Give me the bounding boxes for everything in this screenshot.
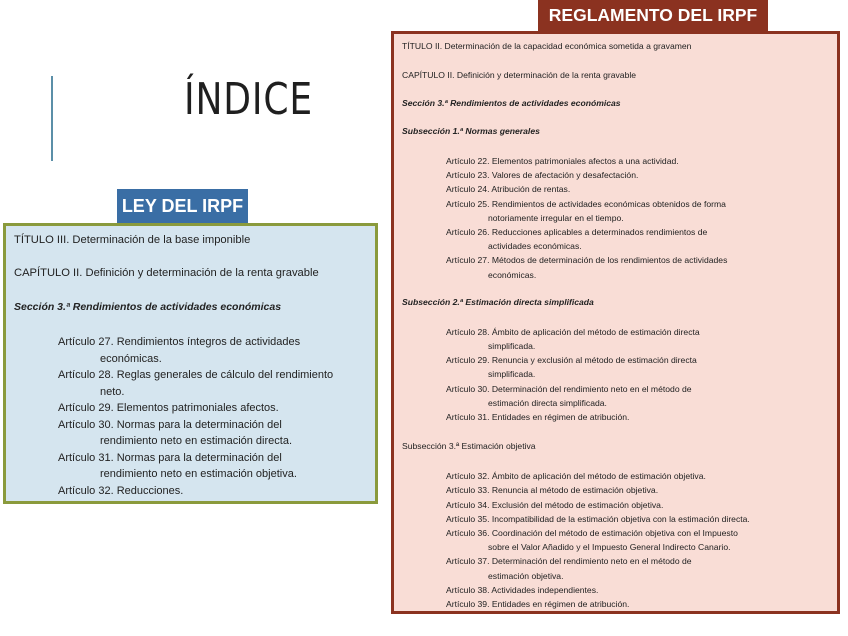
ley-titulo: TÍTULO III. Determinación de la base imponible <box>14 234 251 246</box>
article-title-continuation: notoriamente irregular en el tiempo. <box>488 212 624 223</box>
article-title: Artículo 32. Reducciones. <box>58 484 184 497</box>
reglamento-irpf-label: REGLAMENTO DEL IRPF <box>538 0 768 31</box>
article-title: Artículo 31. Entidades en régimen de atribución. <box>446 412 630 423</box>
article-item <box>446 182 837 196</box>
article-title: Artículo 24. Atribución de rentas. <box>446 184 571 195</box>
article-item <box>446 512 837 526</box>
article-item <box>446 469 837 483</box>
article-title: Artículo 35. Incompatibilidad de la estimación objetiva con la estimación directa. <box>446 513 750 524</box>
page-title: ÍNDICE <box>184 74 313 125</box>
article-title: Artículo 26. Reducciones aplicables a determinados rendimientos de <box>446 227 708 238</box>
article-title-continuation: simplificada. <box>488 369 536 380</box>
article-title: Artículo 25. Rendimientos de actividades económicas obtenidos de forma <box>446 198 726 209</box>
article-item <box>446 382 837 410</box>
ley-article-list <box>14 334 375 499</box>
article-item <box>446 526 837 554</box>
article-title-continuation: actividades económicas. <box>488 241 582 252</box>
article-item <box>446 554 837 582</box>
title-accent-line <box>51 76 53 161</box>
ley-capitulo: CAPÍTULO II. Definición y determinación de la renta gravable <box>14 267 319 279</box>
article-item <box>446 225 837 253</box>
article-title-continuation: rendimiento neto en estimación directa. <box>100 435 292 447</box>
article-title: Artículo 37. Determinación del rendimiento neto en el método de <box>446 556 692 567</box>
article-title: Artículo 29. Elementos patrimoniales afectos. <box>58 402 279 414</box>
article-title: Artículo 28. Reglas generales de cálculo del rendimiento <box>58 369 334 381</box>
article-item <box>58 367 375 400</box>
reglamento-irpf-panel <box>391 31 840 614</box>
article-title: Artículo 30. Determinación del rendimiento neto en el método de <box>446 383 692 394</box>
article-item <box>446 353 837 381</box>
article-title: Artículo 27. Métodos de determinación de los rendimientos de actividades <box>446 255 728 266</box>
reglamento-article-list-1 <box>402 154 837 282</box>
reglamento-subseccion-3: Subsección 3.ª Estimación objetiva <box>402 441 536 452</box>
reglamento-article-list-2 <box>402 325 837 424</box>
article-title-continuation: neto. <box>100 385 125 398</box>
reglamento-capitulo: CAPÍTULO II. Definición y determinación de la renta gravable <box>402 70 637 80</box>
article-item <box>446 483 837 497</box>
article-item <box>58 334 375 367</box>
article-title: Artículo 29. Renuncia y exclusión al método de estimación directa <box>446 355 697 366</box>
reglamento-subseccion-1: Subsección 1.ª Normas generales <box>402 126 540 136</box>
reglamento-titulo: TÍTULO II. Determinación de la capacidad económica sometida a gravamen <box>402 41 692 51</box>
article-title-continuation: sobre el Valor Añadido y el Impuesto General Indirecto Canario. <box>488 542 731 553</box>
article-item <box>58 400 375 417</box>
article-item <box>58 483 375 500</box>
article-title-continuation: rendimiento neto en estimación objetiva. <box>100 468 297 480</box>
article-title-continuation: estimación objetiva. <box>488 570 564 581</box>
reglamento-subseccion-2: Subsección 2.ª Estimación directa simplificada <box>402 296 594 307</box>
article-title: Artículo 27. Rendimientos íntegros de actividades <box>58 336 301 348</box>
article-title: Artículo 28. Ámbito de aplicación del método de estimación directa <box>446 326 700 337</box>
article-title: Artículo 31. Normas para la determinación del <box>58 451 282 464</box>
ley-seccion: Sección 3.ª Rendimientos de actividades económicas <box>14 301 282 313</box>
article-title: Artículo 22. Elementos patrimoniales afectos a una actividad. <box>446 156 679 166</box>
reglamento-article-list-3 <box>402 469 837 611</box>
article-item <box>446 583 837 597</box>
article-title-continuation: estimación directa simplificada. <box>488 397 607 408</box>
article-title-continuation: económicas. <box>100 352 162 365</box>
article-title: Artículo 38. Actividades independientes. <box>446 584 599 595</box>
article-item <box>446 597 837 611</box>
article-title: Artículo 32. Ámbito de aplicación del método de estimación objetiva. <box>446 471 706 482</box>
article-item <box>58 417 375 450</box>
article-item <box>446 253 837 281</box>
ley-irpf-label: LEY DEL IRPF <box>117 189 248 223</box>
article-title: Artículo 39. Entidades en régimen de atribución. <box>446 599 630 610</box>
article-item <box>446 197 837 225</box>
article-title: Artículo 33. Renuncia al método de estimación objetiva. <box>446 485 659 496</box>
article-title-continuation: económicas. <box>488 269 537 280</box>
article-title: Artículo 34. Exclusión del método de estimación objetiva. <box>446 499 664 510</box>
ley-irpf-panel <box>3 223 378 504</box>
reglamento-seccion: Sección 3.ª Rendimientos de actividades económicas <box>402 98 621 108</box>
article-item <box>446 498 837 512</box>
article-item <box>58 450 375 483</box>
article-title: Artículo 23. Valores de afectación y desafectación. <box>446 170 639 181</box>
article-title: Artículo 36. Coordinación del método de estimación objetiva con el Impuesto <box>446 528 738 539</box>
article-item <box>446 154 837 168</box>
article-title: Artículo 30. Normas para la determinación del <box>58 418 282 431</box>
article-item <box>446 325 837 353</box>
article-item <box>446 410 837 424</box>
article-item <box>446 168 837 182</box>
article-title-continuation: simplificada. <box>488 341 536 352</box>
